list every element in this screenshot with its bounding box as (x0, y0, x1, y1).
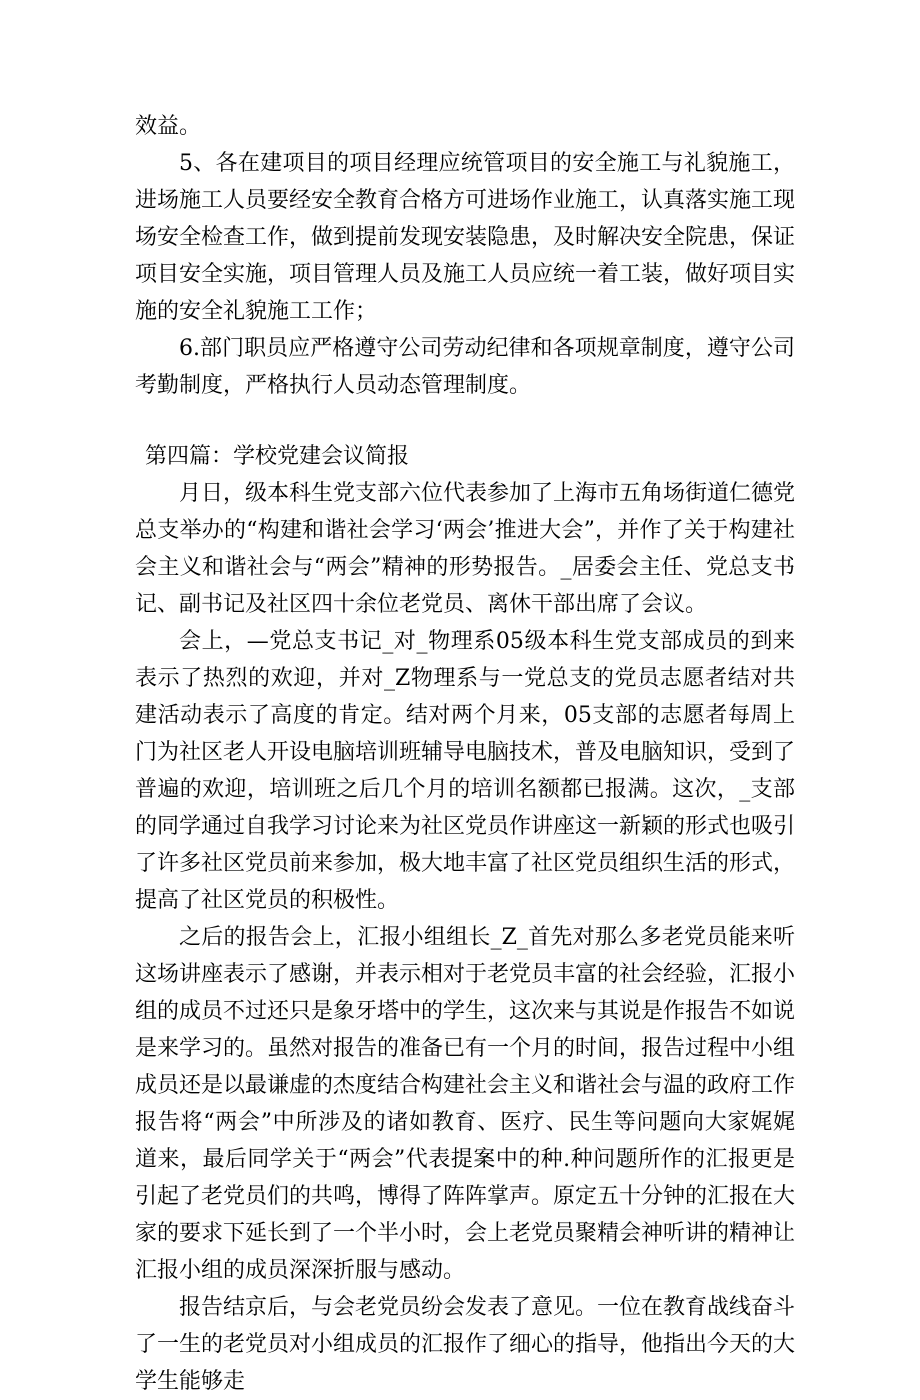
paragraph-feedback: 报告结京后，与会老党员纷会发表了意见。一位在教育战线奋斗了一生的老党员对小组成员的汇报作了细心的指导，他指出今天的大学生能够走 (135, 1295, 796, 1394)
paragraph-meeting-intro: 月日，级本科生党支部六位代表参加了上海市五角场街道仁德党总支举办的“构建和谐社会学习‘两会’推进大会”，并作了关于构建社会主义和谐社会与“两会”精神的形势报告。_居委会主任、党总支书记、副书记及社区四十余位老党员、离休干部出席了会议。 (135, 481, 796, 617)
document-body (135, 108, 795, 1400)
paragraph-item-5: 5、各在建项目的项目经理应统管项目的安全施工与礼貌施工，进场施工人员要经安全教育合格方可进场作业施工，认真落实施工现场安全检查工作，做到提前发现安装隐患，及时解决安全院患，保证项目安全实施，项目管理人员及施工人员应统一着工装，做好项目实施的安全礼貌施工工作； (135, 151, 796, 324)
paragraph-item-6: 6.部门职员应严格遵守公司劳动纪律和各项规章制度，遵守公司考勤制度，严格执行人员动态管理制度。 (135, 336, 795, 398)
paragraph-report: 之后的报告会上，汇报小组组长_Z_首先对那么多老党员能来听这场讲座表示了感谢，并表示相对于老党员丰富的社会经验，汇报小组的成员不过还只是象牙塔中的学生，这次来与其说是作报告不如说是来学习的。虽然对报告的准备已有一个月的时间，报告过程中小组成员还是以最谦虚的杰度结合构建社会主义和谐社会与温的政府工作报告将“两会”中所涉及的诸如教育、医疗、民生等问题向大家娓娓道来，最后同学关于“两会”代表提案中的种.种问题所作的汇报更是引起了老党员们的共鸣，博得了阵阵掌声。原定五十分钟的汇报在大家的要求下延长到了一个半小时，会上老党员聚精会神听讲的精神让汇报小组的成员深深折服与感动。 (135, 925, 796, 1283)
section-heading: 第四篇：学校党建会议简报 (145, 444, 410, 469)
paragraph-benefit-end: 效益。 (135, 114, 202, 139)
paragraph-welcome: 会上，—党总支书记_对_物理系05级本科生党支部成员的到来表示了热烈的欢迎，并对_Z物理系与一党总支的党员志愿者结对共建活动表示了高度的肯定。结对两个月来，05支部的志愿者每周上门为社区老人开设电脑培训班辅导电脑技术，普及电脑知识，受到了普遍的欢迎，培训班之后几个月的培训名额都已报满。这次，_支部的同学通过自我学习讨论来为社区党员作讲座这一新颖的形式也吸引了许多社区党员前来参加，极大地丰富了社区党员组织生活的形式，提高了社区党员的积极性。 (135, 629, 796, 913)
